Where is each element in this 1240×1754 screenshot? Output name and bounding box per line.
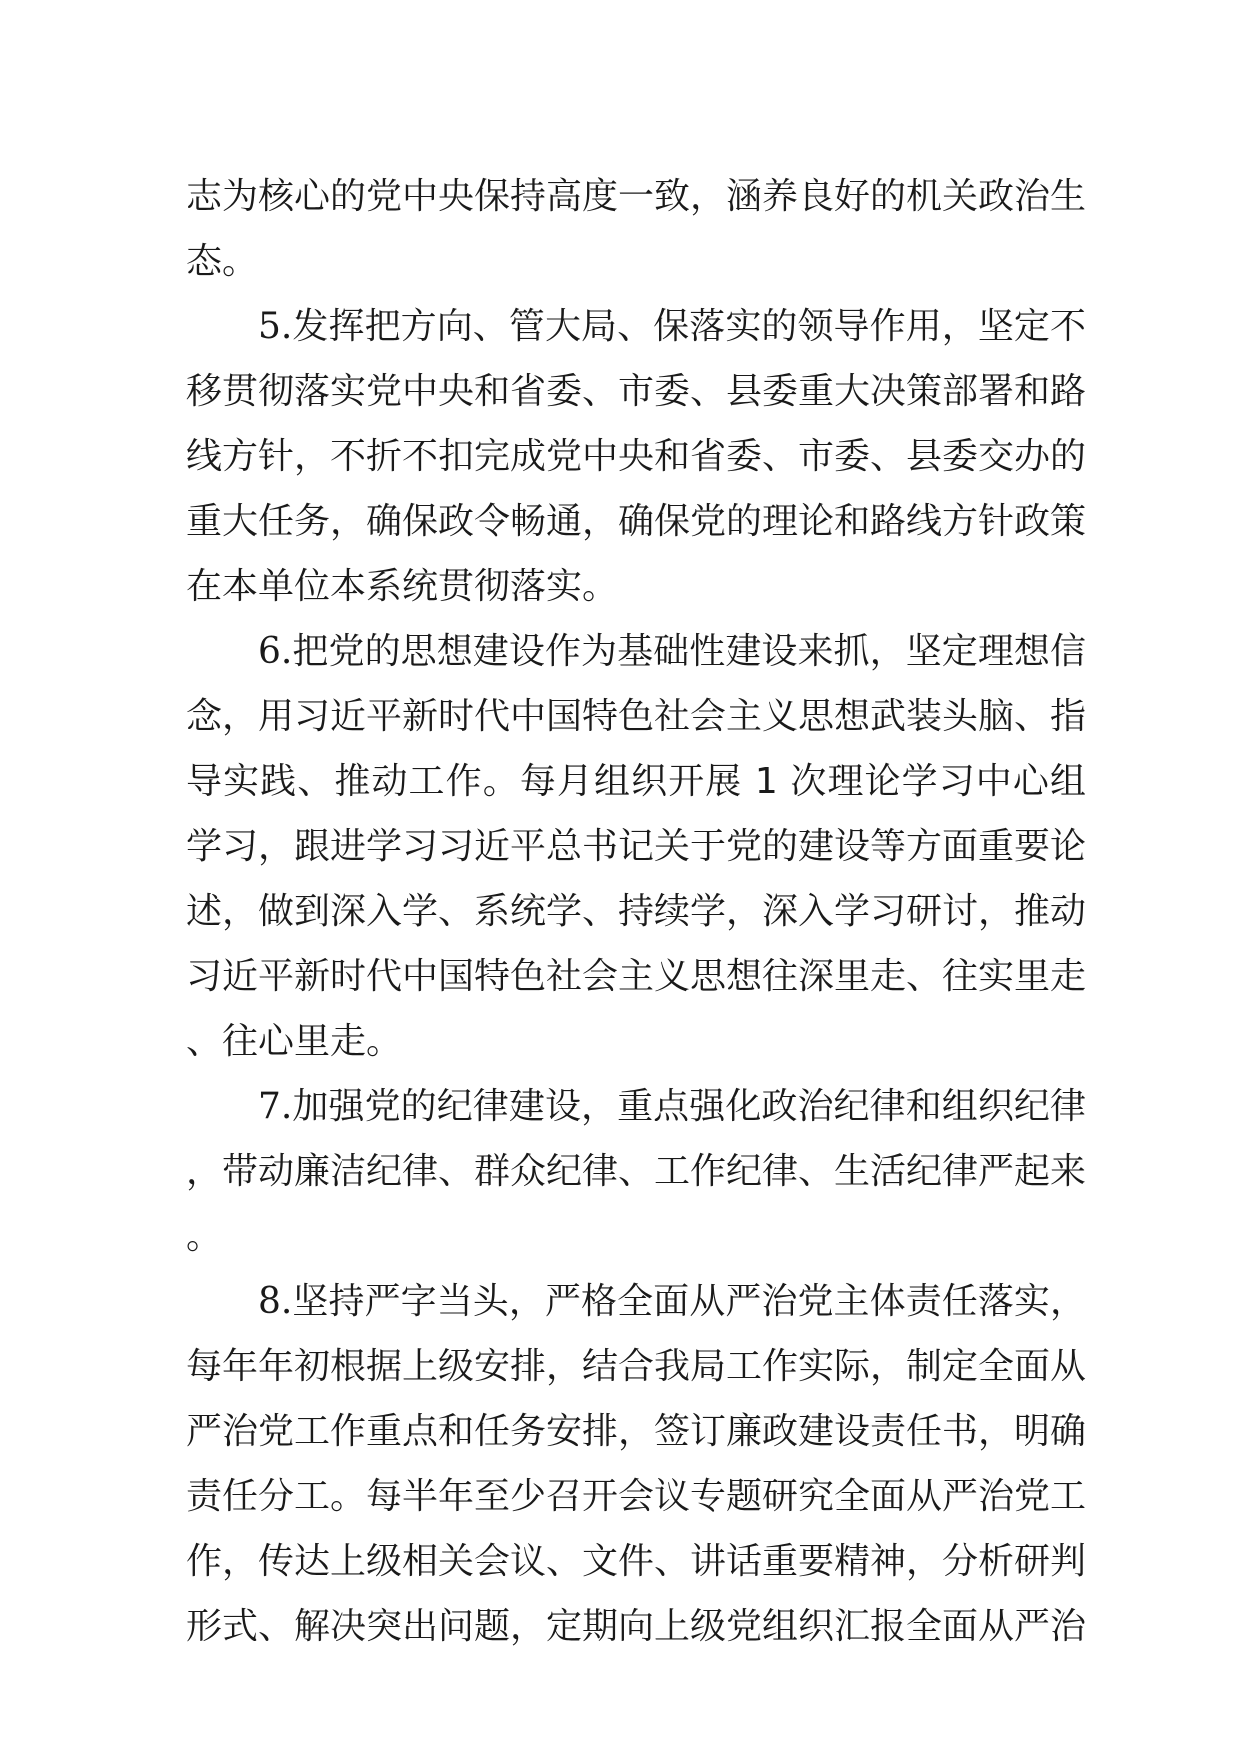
- paragraph-text: 加强党的纪律建设，重点强化政治纪律和组织纪律，带动廉洁纪律、群众纪律、工作纪律、生活纪律严起来。: [186, 1086, 1087, 1257]
- paragraph-text: 发挥把方向、管大局、保落实的领导作用，坚定不移贯彻落实党中央和省委、市委、县委重大决策部署和路线方针，不折不扣完成党中央和省委、市委、县委交办的重大任务，确保政令畅通，确保党的理论和路线方针政策在本单位本系统贯彻落实。: [186, 306, 1087, 607]
- paragraph-item-6: [186, 619, 1086, 1074]
- paragraph-item-5: [186, 294, 1086, 619]
- paragraph-number: 5.: [258, 306, 293, 347]
- paragraph-item-7: [186, 1074, 1086, 1269]
- paragraph-number: 8.: [258, 1281, 293, 1322]
- document-page: [186, 164, 1086, 1659]
- paragraph-item-8: [186, 1269, 1086, 1659]
- paragraph-text: 志为核心的党中央保持高度一致，涵养良好的机关政治生态。: [186, 176, 1087, 282]
- paragraph-text: 坚持严字当头，严格全面从严治党主体责任落实，每年年初根据上级安排，结合我局工作实际，制定全面从严治党工作重点和任务安排，签订廉政建设责任书，明确责任分工。每半年至少召开会议专题研究全面从严治党工作，传达上级相关会议、文件、讲话重要精神，分析研判形式、解决突出问题，定期向上级党组织汇报全面从严治: [186, 1281, 1087, 1647]
- paragraph-text: 把党的思想建设作为基础性建设来抓，坚定理想信念，用习近平新时代中国特色社会主义思想武装头脑、指导实践、推动工作。每月组织开展 1 次理论学习中心组学习，跟进学习习近平总书记关于党的建设等方面重要论述，做到深入学、系统学、持续学，深入学习研讨，推动习近平新时代中国特色社会主义思想往深里走、往实里走、往心里走。: [186, 631, 1087, 1062]
- paragraph-number: 6.: [258, 631, 293, 672]
- paragraph-number: 7.: [258, 1086, 293, 1127]
- paragraph-continuation: [186, 164, 1086, 294]
